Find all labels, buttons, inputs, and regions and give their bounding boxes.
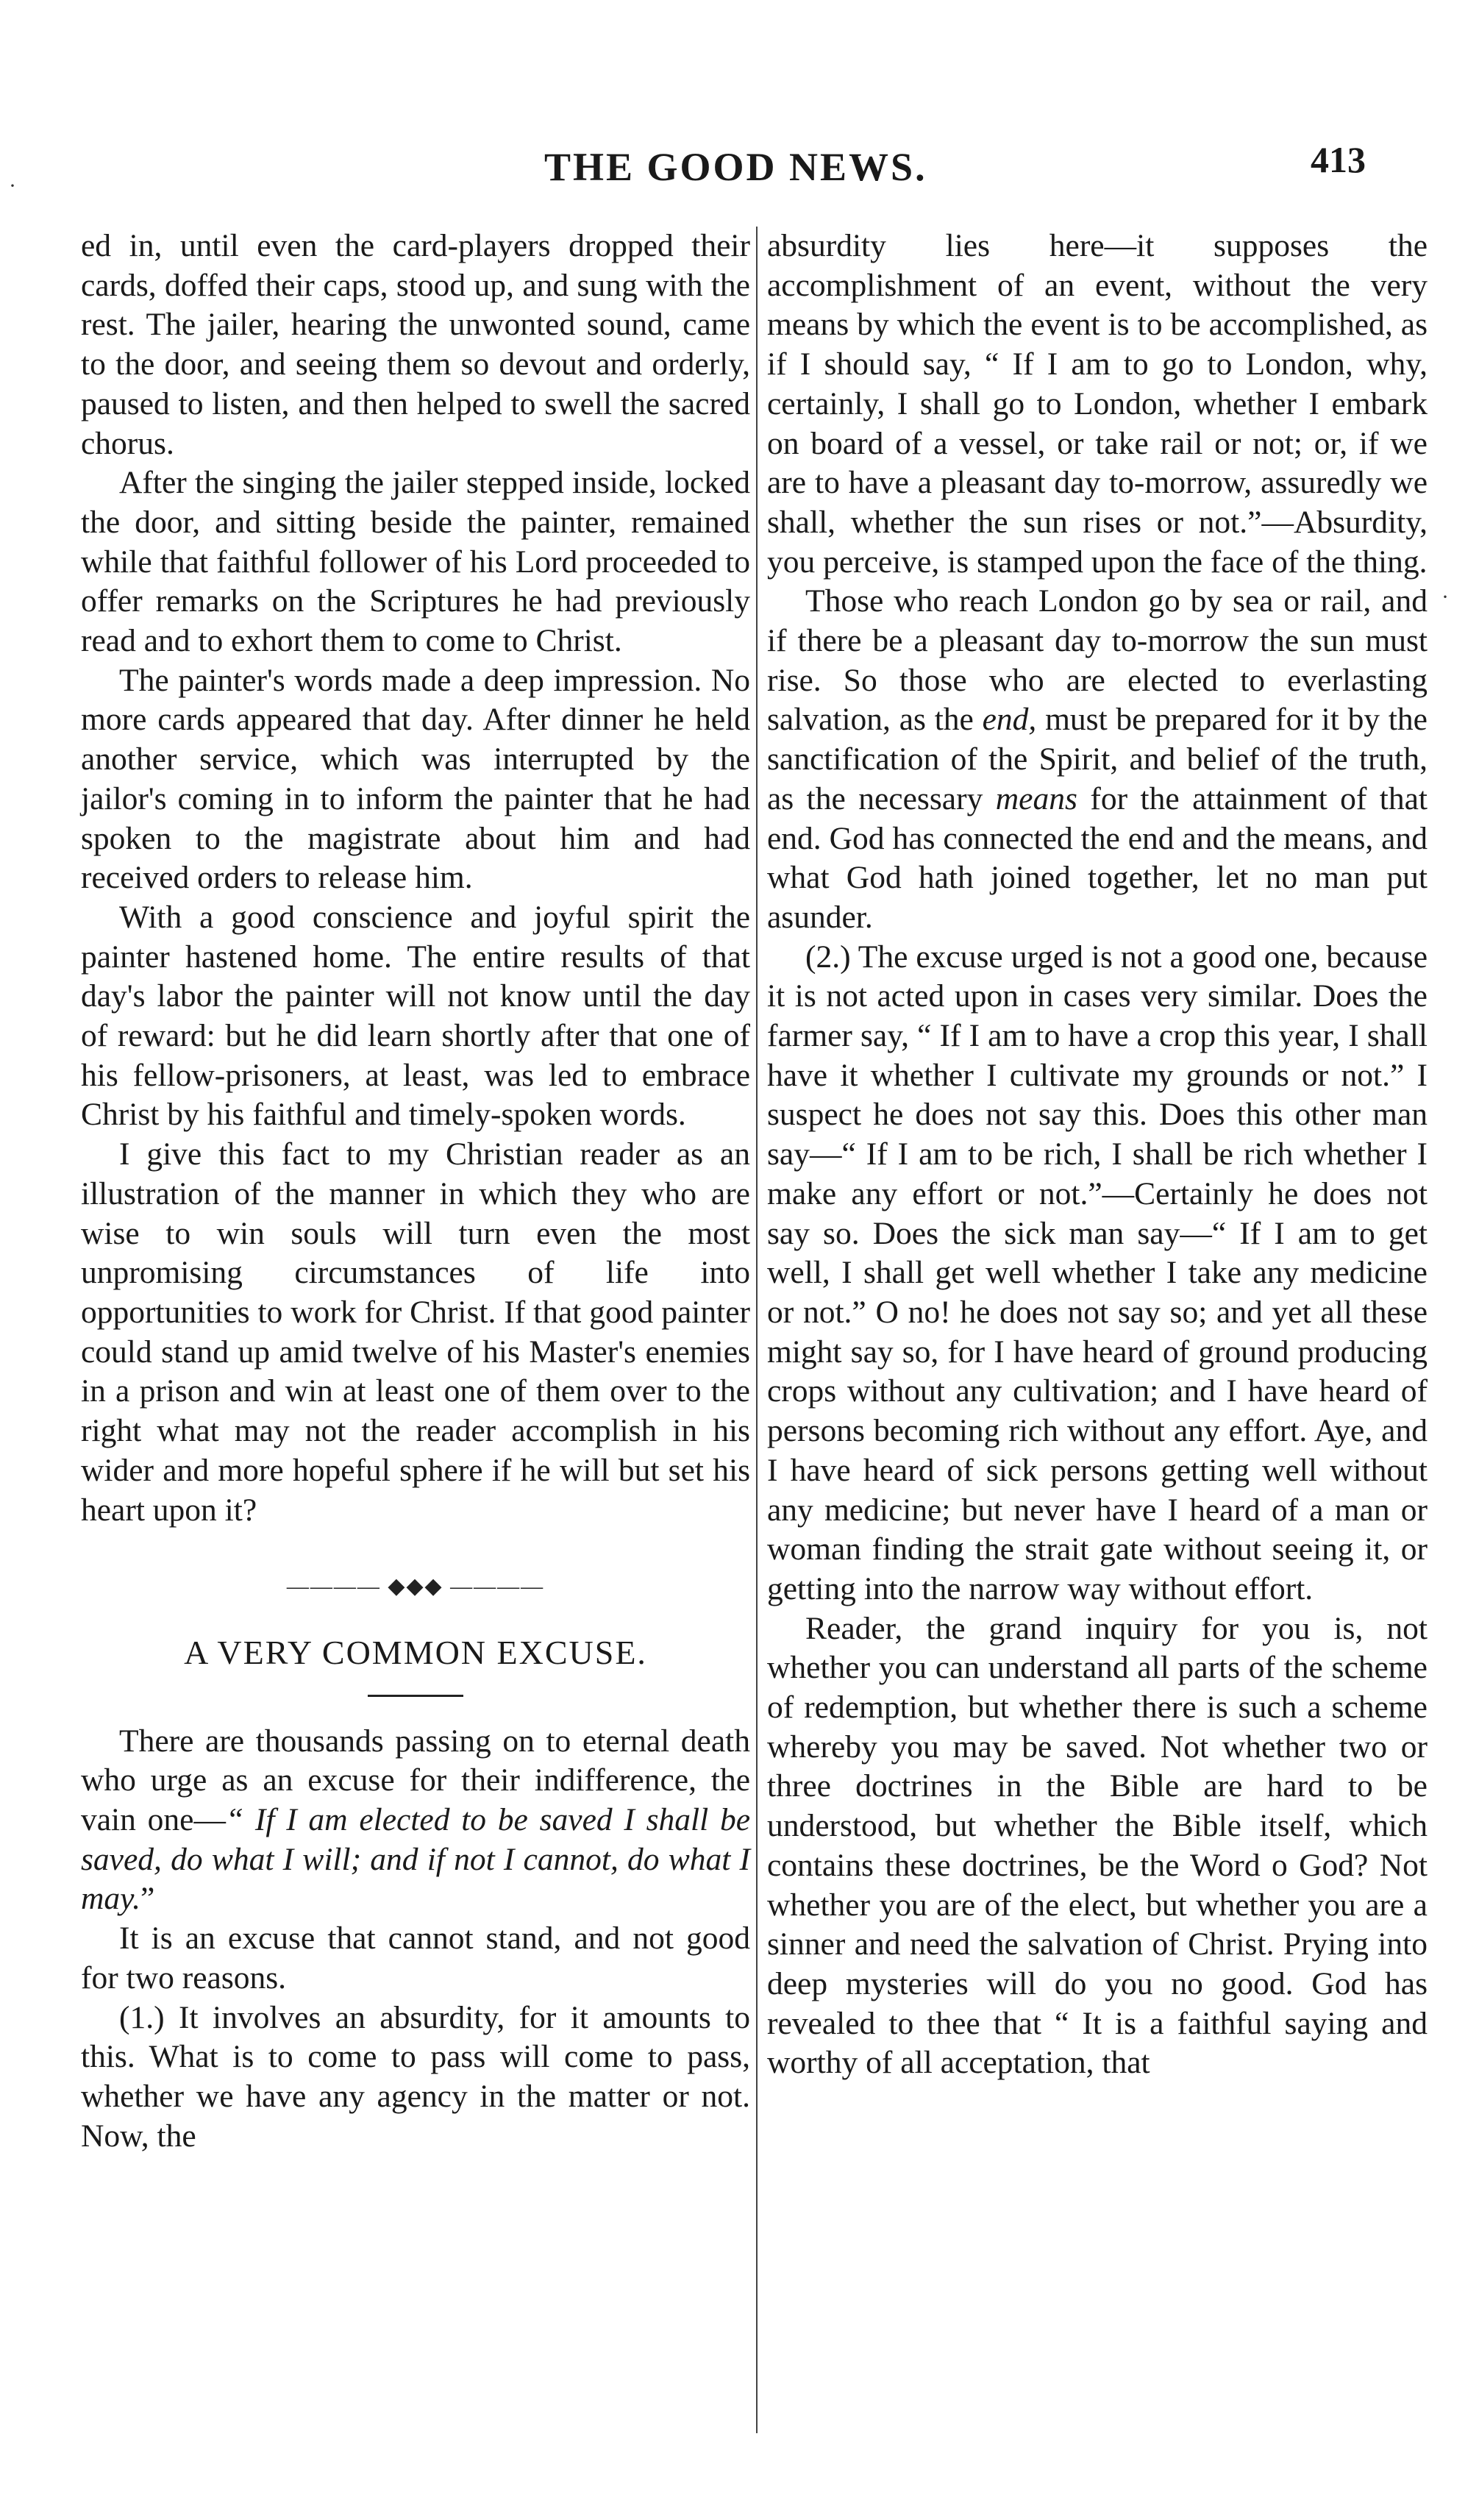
left-paragraph-4: With a good conscience and joyful spirit the painter hastened home. The entire results of that day's labor the painter will not know until the day of reward: but he did learn shortly after that one of his fellow-prisoners, at least, was led to embrace Christ by his faithful and timely-spoken words. [81, 899, 750, 1133]
paragraph-2-part-a: Those who reach London go by sea or rail, and if there be a pleasant day to-morrow the sun must rise. So those who are elected to everlasting salvation, as the [767, 583, 1428, 738]
right-column [767, 227, 1428, 2083]
section-divider-ornament: ———— ◆◆◆ ———— [286, 1574, 545, 1599]
paragraph-6-close: ” [140, 1881, 155, 1917]
right-paragraph-2 [767, 582, 1428, 937]
left-paragraph-1: ed in, until even the card-players dropped their cards, doffed their caps, stood up, and sung with the rest. The jailer, hearing the unwonted sound, came to the door, and seeing them so devout and orderly, paused to listen, and then helped to swell the sacred chorus. [81, 228, 750, 461]
paragraph-2-part-b: must be prepared for it by the sanctification of the Spirit, and belief of the truth, as the necessary [767, 702, 1428, 816]
left-paragraph-5: I give this fact to my Christian reader as an illustration of the manner in which they who are wise to win souls will turn even the most unpromising circumstances of life into opportunities to work for Christ. If that good painter could stand up amid twelve of his Master's enemies in a prison and win at least one of them over to the right what may not the reader accomplish in his wider and more hopeful sphere if he will but set his heart upon it? [81, 1136, 750, 1528]
section-heading: A VERY COMMON EXCUSE. [184, 1633, 647, 1671]
paragraph-2-end-word: end, [982, 702, 1037, 738]
right-paragraph-3: (2.) The excuse urged is not a good one, because it is not acted upon in cases very similar. Does the farmer say, “ If I am to have a crop this year, I shall have it whether I cultivate my grounds or not.” I suspect he does not say this. Does this other man say—“ If I am to be rich, I shall be rich whether I make any effort or not.”—Certainly he does not say so. Does the sick man say—“ If I am to get well, I shall get well whether I take any medicine or not.” O no! he does not say so; and yet all these might say so, for I have heard of ground producing crops without any cultivation; and I have heard of persons becoming rich without any effort. Aye, and I have heard of sick persons getting well without any medicine; but never have I heard of a man or woman finding the strait gate without seeing it, or getting into the narrow way without effort. [767, 939, 1428, 1606]
margin-speck: · [1441, 585, 1449, 609]
left-paragraph-2: After the singing the jailer stepped inside, locked the door, and sitting beside the painter, remained while that faithful follower of his Lord proceeded to offer remarks on the Scriptures he had previously read and to exhort them to come to Christ. [81, 465, 750, 659]
paragraph-2-part-c: for the attainment of that end. God has connected the end and the means, and what God hath joined together, let no man put asunder. [767, 780, 1428, 935]
heading-rule [368, 1695, 463, 1697]
page-number: 413 [1311, 139, 1366, 180]
publication-title: THE GOOD NEWS. [544, 145, 927, 189]
margin-speck: · [9, 174, 16, 198]
paragraph-6-lead: There are thousands passing on to eternal death who urge as an excuse for their indifference, the vain one— [81, 1723, 750, 1838]
running-head [0, 138, 1479, 197]
left-paragraph-8: (1.) It involves an absurdity, for it amounts to this. What is to come to pass will come to pass, whether we have any agency in the matter or not. Now, the [81, 1999, 750, 2154]
right-paragraph-4: Reader, the grand inquiry for you is, not whether you can understand all parts of the scheme of redemption, but whether there is such a scheme whereby you may be saved. Not whether two or three doctrines in the Bible are hard to be understood, but whether the Bible itself, which contains these doctrines, be the Word o God? Not whether you are of the elect, but whether you are a sinner and need the salvation of Christ. Prying into deep mysteries will do you no good. God has revealed to thee that “ It is a faithful saying and worthy of all acceptation, that [767, 1610, 1428, 2081]
column-rule [756, 227, 758, 2433]
paragraph-6-quote: “ If I am elected to be saved I shall be saved, do what I will; and if not I cannot, do what I may. [81, 1802, 750, 1917]
paragraph-2-means-word: means [995, 780, 1077, 816]
left-paragraph-6 [81, 1722, 750, 1920]
left-paragraph-7: It is an excuse that cannot stand, and not good for two reasons. [81, 1921, 750, 1996]
right-paragraph-1: absurdity lies here—it supposes the accomplishment of an event, without the very means by which the event is to be accomplished, as if I should say, “ If I am to go to London, why, certainly, I shall go to London, whether I embark on board of a vessel, or take rail or not; or, if we are to have a pleasant day to-morrow, assuredly we shall, whether the sun rises or not.”—Absurdity, you perceive, is stamped upon the face of the thing. [767, 228, 1428, 580]
left-column [81, 227, 750, 2156]
left-paragraph-3: The painter's words made a deep impression. No more cards appeared that day. After dinner he held another service, which was interrupted by the jailor's coming in to inform the painter that he had spoken to the magistrate about him and had received orders to release him. [81, 662, 750, 896]
